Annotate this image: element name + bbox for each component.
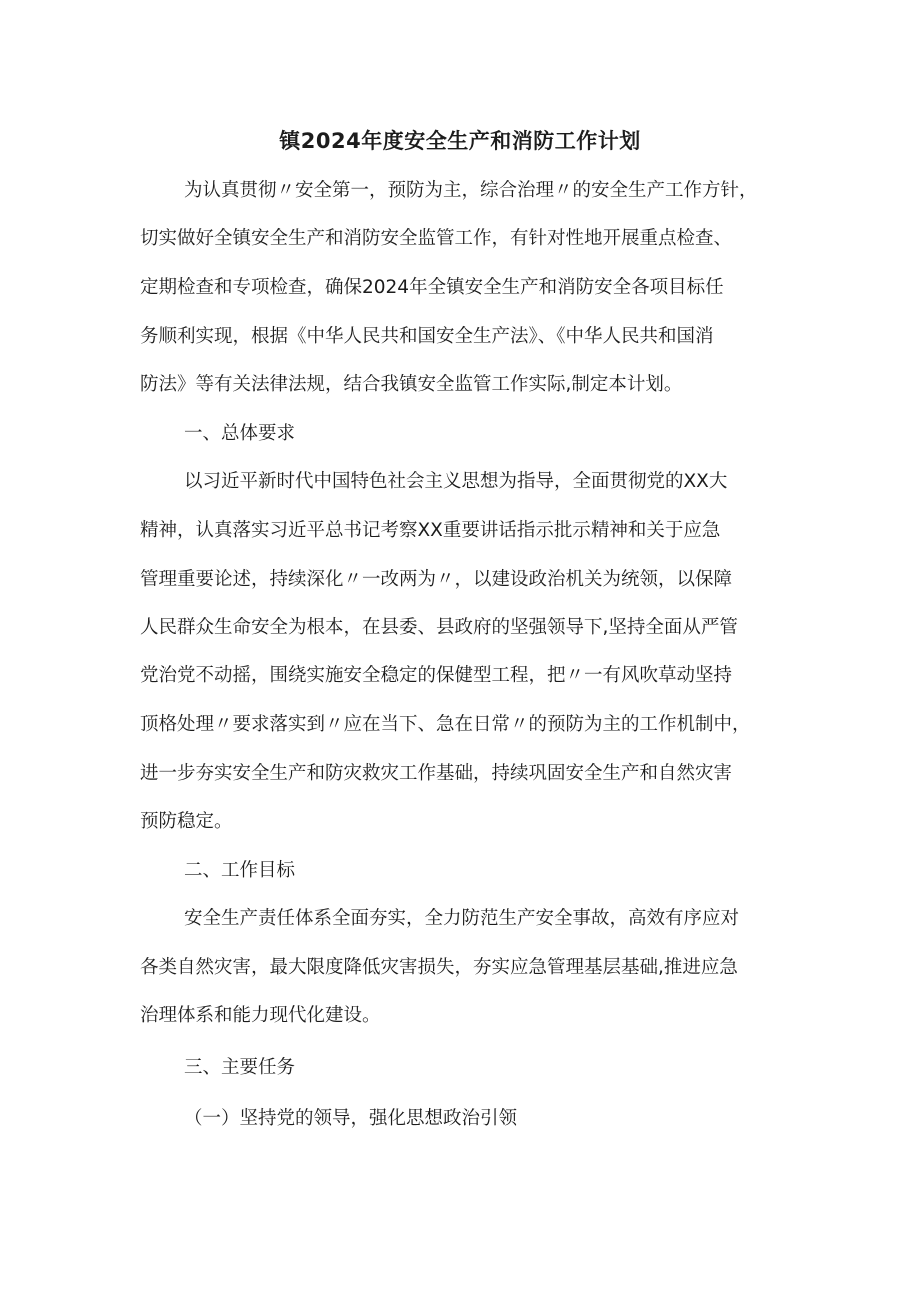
paragraph-line: 人民群众生命安全为根本，在县委、县政府的坚强领导下,坚持全面从严管 [140,617,738,638]
intro-line: 为认真贯彻〃安全第一，预防为主，综合治理〃的安全生产工作方针， [184,180,758,201]
paragraph-line: 各类自然灾害，最大限度降低灾害损失，夯实应急管理基层基础,推进应急 [140,957,738,978]
paragraph-line: 预防稳定。 [140,811,233,832]
intro-line: 定期检查和专项检查，确保2024年全镇安全生产和消防安全各项目标任 [140,277,724,298]
intro-line: 防法》等有关法律法规，结合我镇安全监管工作实际,制定本计划。 [140,374,683,395]
paragraph-line: 党治党不动摇，围绕实施安全稳定的保健型工程，把〃一有风吹草动坚持 [140,665,733,686]
document-title: 镇2024年度安全生产和消防工作计划 [279,129,641,153]
paragraph-line: 顶格处理〃要求落实到〃应在当下、急在日常〃的预防为主的工作机制中， [140,714,751,735]
section-heading: 二、工作目标 [184,860,296,881]
paragraph-line: 进一步夯实安全生产和防灾救灾工作基础，持续巩固安全生产和自然灾害 [140,763,733,784]
paragraph-line: 管理重要论述，持续深化〃一改两为〃，以建设政治机关为统领，以保障 [140,569,733,590]
paragraph-line: 治理体系和能力现代化建设。 [140,1005,381,1026]
subsection-heading: （一）坚持党的领导，强化思想政治引领 [184,1108,518,1129]
paragraph-line: 精神，认真落实习近平总书记考察XX重要讲话指示批示精神和关于应急 [140,520,721,541]
intro-line: 务顺利实现，根据《中华人民共和国安全生产法》、《中华人民共和国消 [140,326,714,347]
section-heading: 一、总体要求 [184,423,296,444]
paragraph-line: 安全生产责任体系全面夯实，全力防范生产安全事故，高效有序应对 [184,908,740,929]
paragraph-line: 以习近平新时代中国特色社会主义思想为指导，全面贯彻党的XX大 [184,471,728,492]
intro-line: 切实做好全镇安全生产和消防安全监管工作，有针对性地开展重点检查、 [140,228,733,249]
section-heading: 三、主要任务 [184,1057,296,1078]
